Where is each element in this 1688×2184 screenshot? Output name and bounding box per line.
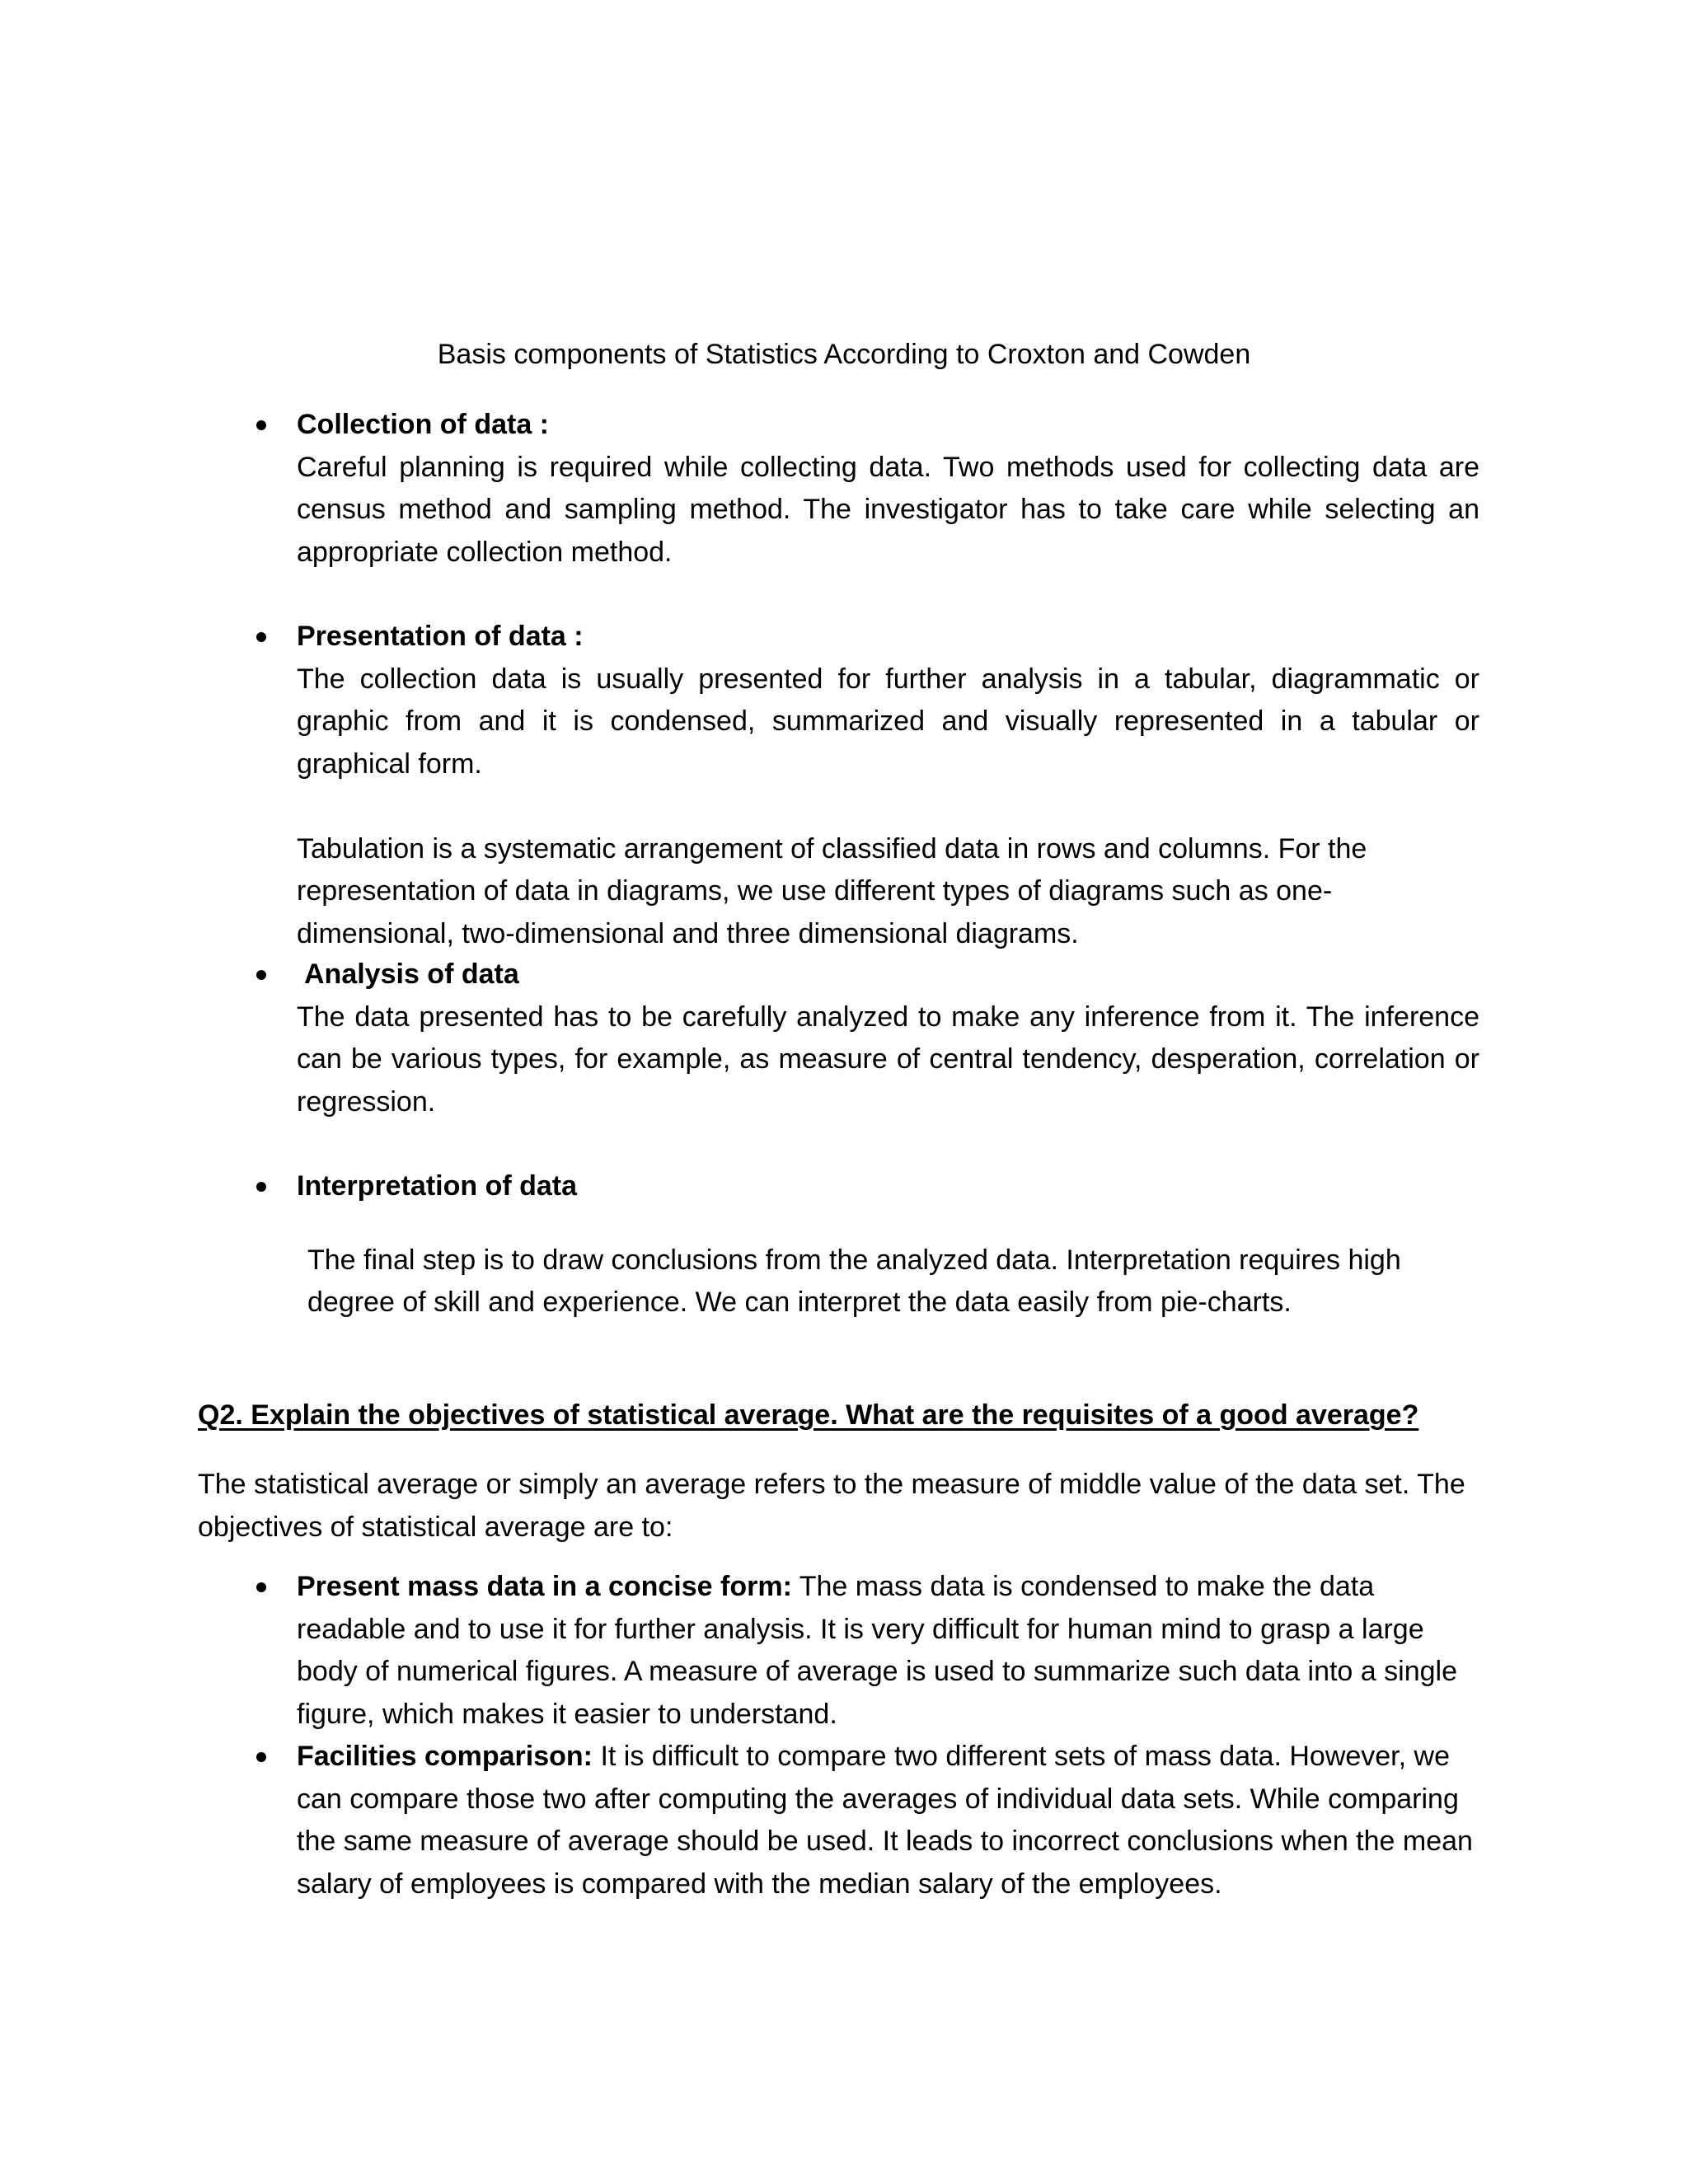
objective-item [297, 1736, 1479, 1905]
objective-term: Present mass data in a concise form: [297, 1571, 792, 1602]
component-paragraph: Tabulation is a systematic arrangement of classified data in rows and columns. For the representation of data in diagrams, we use different types of diagrams such as one-dimensional, two-dimensional and three dimensional diagrams. [297, 832, 1367, 949]
objective-term: Facilities comparison: [297, 1741, 593, 1772]
bullet-icon [253, 1736, 270, 1779]
objective-text: It is difficult to compare two different sets of mass data. However, we can compare those two after computing the averages of individual data sets. While comparing the same measure of average should be used. It leads to incorrect conclusions when the mean salary of employees is compared with the median salary of the employees. [297, 1741, 1473, 1900]
objective-item [297, 1566, 1479, 1736]
component-collection [297, 404, 1479, 574]
component-paragraph: Careful planning is required while collecting data. Two methods used for collecting data are census method and sampling method. The investigator has to take care while selecting an appropriate collection method. [297, 451, 1479, 568]
component-paragraph: The collection data is usually presented for further analysis in a tabular, diagrammatic or graphic from and it is condensed, summarized and visually represented in a tabular or graphical form. [297, 663, 1479, 780]
question-intro: The statistical average or simply an average refers to the measure of middle value of the data set. The objectives of statistical average are to: [198, 1469, 1465, 1543]
bullet-icon [253, 616, 270, 658]
component-heading: Collection of data : [297, 409, 549, 440]
document-title: Basis components of Statistics According to Croxton and Cowden [437, 339, 1251, 370]
component-heading: Presentation of data : [297, 621, 584, 652]
bullet-icon [253, 1165, 270, 1208]
bullet-icon [253, 404, 270, 447]
question-heading: Q2. Explain the objectives of statistical average. What are the requisites of a good average? [198, 1399, 1419, 1431]
bullet-icon [253, 954, 270, 996]
component-heading: Interpretation of data [297, 1170, 578, 1202]
bullet-icon [253, 1566, 270, 1609]
component-paragraph: The final step is to draw conclusions from the analyzed data. Interpretation requires high degree of skill and experience. We can interpret the data easily from pie-charts. [307, 1244, 1401, 1318]
component-paragraph: The data presented has to be carefully analyzed to make any inference from it. The inference can be various types, for example, as measure of central tendency, desperation, correlation or regression. [297, 1001, 1479, 1118]
component-heading: Analysis of data [304, 958, 519, 990]
component-presentation [297, 616, 1479, 955]
objective-text: The mass data is condensed to make the data readable and to use it for further analysis. It is very difficult for human mind to grasp a large body of numerical figures. A measure of average is used to summarize such data into a single figure, which makes it easier to understand. [297, 1571, 1457, 1730]
component-interpretation [297, 1165, 1479, 1324]
component-analysis [297, 954, 1479, 1123]
